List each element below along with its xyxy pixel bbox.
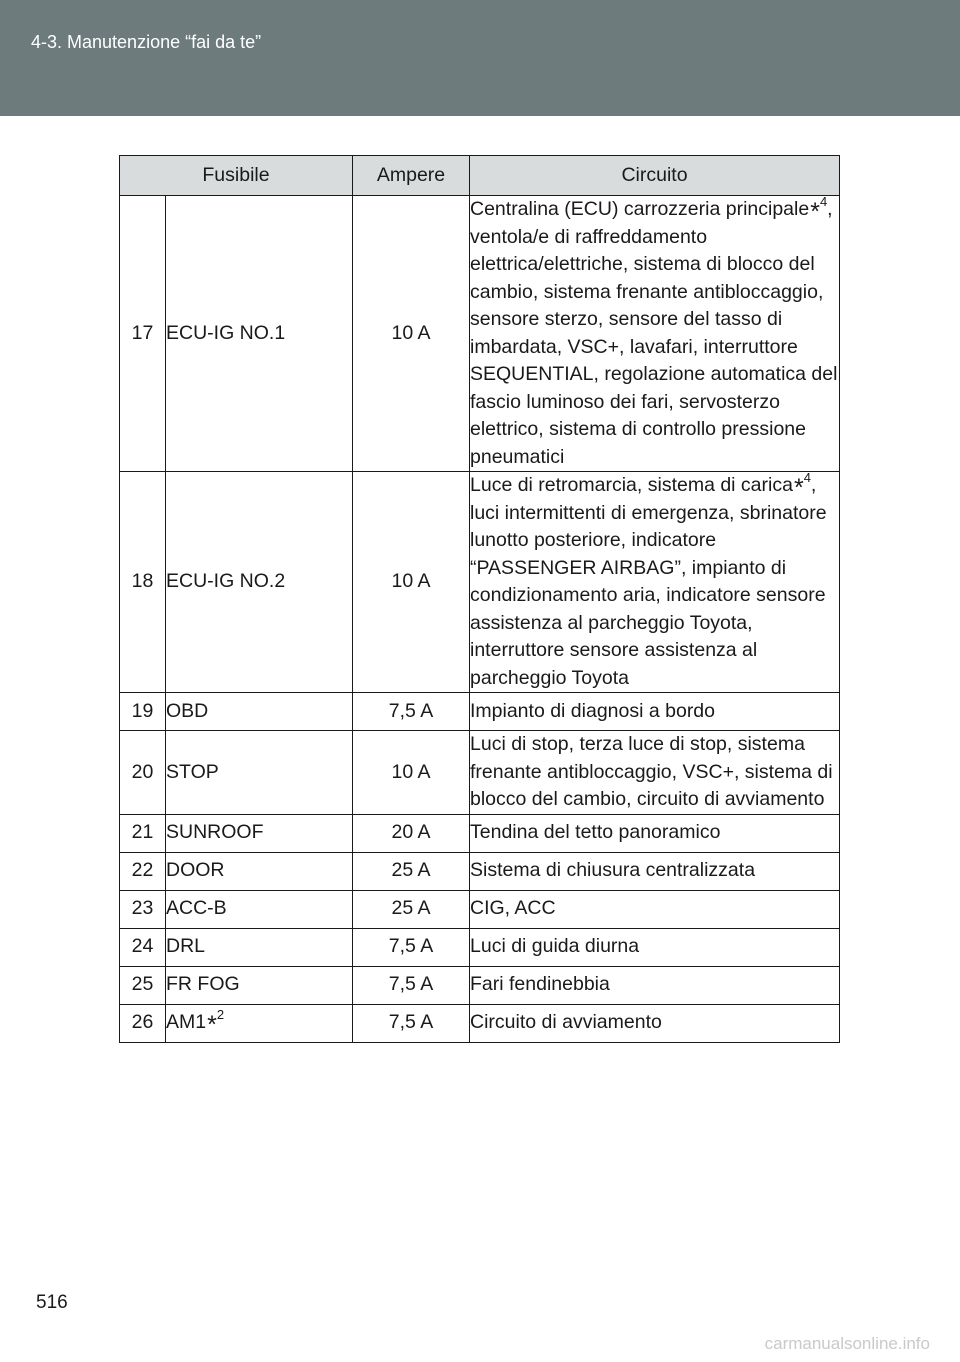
table-row xyxy=(120,890,840,928)
fuse-number: 22 xyxy=(120,852,166,890)
column-header-ampere: Ampere xyxy=(353,156,470,196)
footnote-ref: 4 xyxy=(819,193,828,209)
fuse-name: OBD xyxy=(166,693,353,731)
circuit-text: Centralina (ECU) carrozzeria principale xyxy=(470,198,810,220)
fuse-number: 26 xyxy=(120,1004,166,1042)
fuse-name: DRL xyxy=(166,928,353,966)
section-title: 4-3. Manutenzione “fai da te” xyxy=(31,32,262,52)
fuse-circuit: CIG, ACC xyxy=(470,890,840,928)
page-number: 516 xyxy=(36,1292,68,1313)
column-header-circuit: Circuito xyxy=(470,156,840,196)
table-row xyxy=(120,693,840,731)
fuse-ampere: 10 A xyxy=(353,196,470,472)
table-row xyxy=(120,472,840,693)
fuse-circuit xyxy=(470,469,840,693)
fuse-number: 25 xyxy=(120,966,166,1004)
fuse-circuit: Luci di guida diurna xyxy=(470,928,840,966)
footnote-asterisk: * xyxy=(793,474,804,502)
fuse-ampere: 20 A xyxy=(353,814,470,852)
fuse-number: 17 xyxy=(120,196,166,472)
fuse-ampere: 7,5 A xyxy=(353,1004,470,1042)
footnote-ref: 2 xyxy=(216,1006,225,1022)
fuse-number: 19 xyxy=(120,693,166,731)
fuse-number: 20 xyxy=(120,731,166,815)
fuse-name: ECU-IG NO.1 xyxy=(166,196,353,472)
fuse-name-text: AM1 xyxy=(166,1011,207,1034)
footnote-asterisk: * xyxy=(207,1011,217,1040)
table-row xyxy=(120,196,840,472)
column-header-fuse: Fusibile xyxy=(120,156,353,196)
fuse-ampere: 7,5 A xyxy=(353,966,470,1004)
fuse-circuit: Sistema di chiusura centralizzata xyxy=(470,852,840,890)
circuit-text: , ventola/e di raffreddamento elettrica/elettriche, sistema di blocco del cambio, sistema frenante antibloccaggio, sensore sterzo, sensore del tasso di imbardata, VSC+, lavafari, interruttore SEQUENTIAL, regolazione automatica del fascio luminoso dei fari, servosterzo elettrico, sistema di controllo pressione pneumatici xyxy=(470,198,838,468)
fuse-number: 21 xyxy=(120,814,166,852)
fuse-ampere: 25 A xyxy=(353,852,470,890)
fuse-ampere: 7,5 A xyxy=(353,693,470,731)
fuse-name: ACC-B xyxy=(166,890,353,928)
fuse-name: FR FOG xyxy=(166,966,353,1004)
circuit-text: , luci intermittenti di emergenza, sbrinatore lunotto posteriore, indicatore “PASSENGER AIRBAG”, impianto di condizionamento aria, indicatore sensore assistenza al parcheggio Toyota, interruttore sensore assistenza al parcheggio Toyota xyxy=(470,474,827,689)
footnote-asterisk: * xyxy=(810,198,820,226)
fuse-name: SUNROOF xyxy=(166,814,353,852)
fuse-circuit: Impianto di diagnosi a bordo xyxy=(470,693,840,731)
table-header-row xyxy=(120,156,840,196)
fuse-circuit: Fari fendinebbia xyxy=(470,966,840,1004)
watermark: carmanualsonline.info xyxy=(764,1334,930,1353)
fuse-circuit: Tendina del tetto panoramico xyxy=(470,814,840,852)
fuse-circuit xyxy=(470,193,840,472)
fuse-circuit: Circuito di avviamento xyxy=(470,1004,840,1042)
fuse-number: 18 xyxy=(120,472,166,693)
fuse-number: 24 xyxy=(120,928,166,966)
fuse-name: STOP xyxy=(166,731,353,815)
header-band xyxy=(0,0,960,116)
fuse-table xyxy=(119,155,840,1043)
table-row xyxy=(120,1004,840,1042)
fuse-number: 23 xyxy=(120,890,166,928)
circuit-text: Luce di retromarcia, sistema di carica xyxy=(470,474,793,496)
fuse-ampere: 25 A xyxy=(353,890,470,928)
table-row xyxy=(120,852,840,890)
table-row xyxy=(120,928,840,966)
table-row xyxy=(120,966,840,1004)
fuse-ampere: 10 A xyxy=(353,472,470,693)
table-row xyxy=(120,814,840,852)
fuse-circuit: Luci di stop, terza luce di stop, sistema frenante antibloccaggio, VSC+, sistema di blocco del cambio, circuito di avviamento xyxy=(470,731,840,815)
fuse-ampere: 10 A xyxy=(353,731,470,815)
fuse-ampere: 7,5 A xyxy=(353,928,470,966)
fuse-name xyxy=(166,1004,353,1042)
fuse-name: DOOR xyxy=(166,852,353,890)
fuse-name: ECU-IG NO.2 xyxy=(166,472,353,693)
table-row xyxy=(120,731,840,815)
footnote-ref: 4 xyxy=(803,469,811,485)
